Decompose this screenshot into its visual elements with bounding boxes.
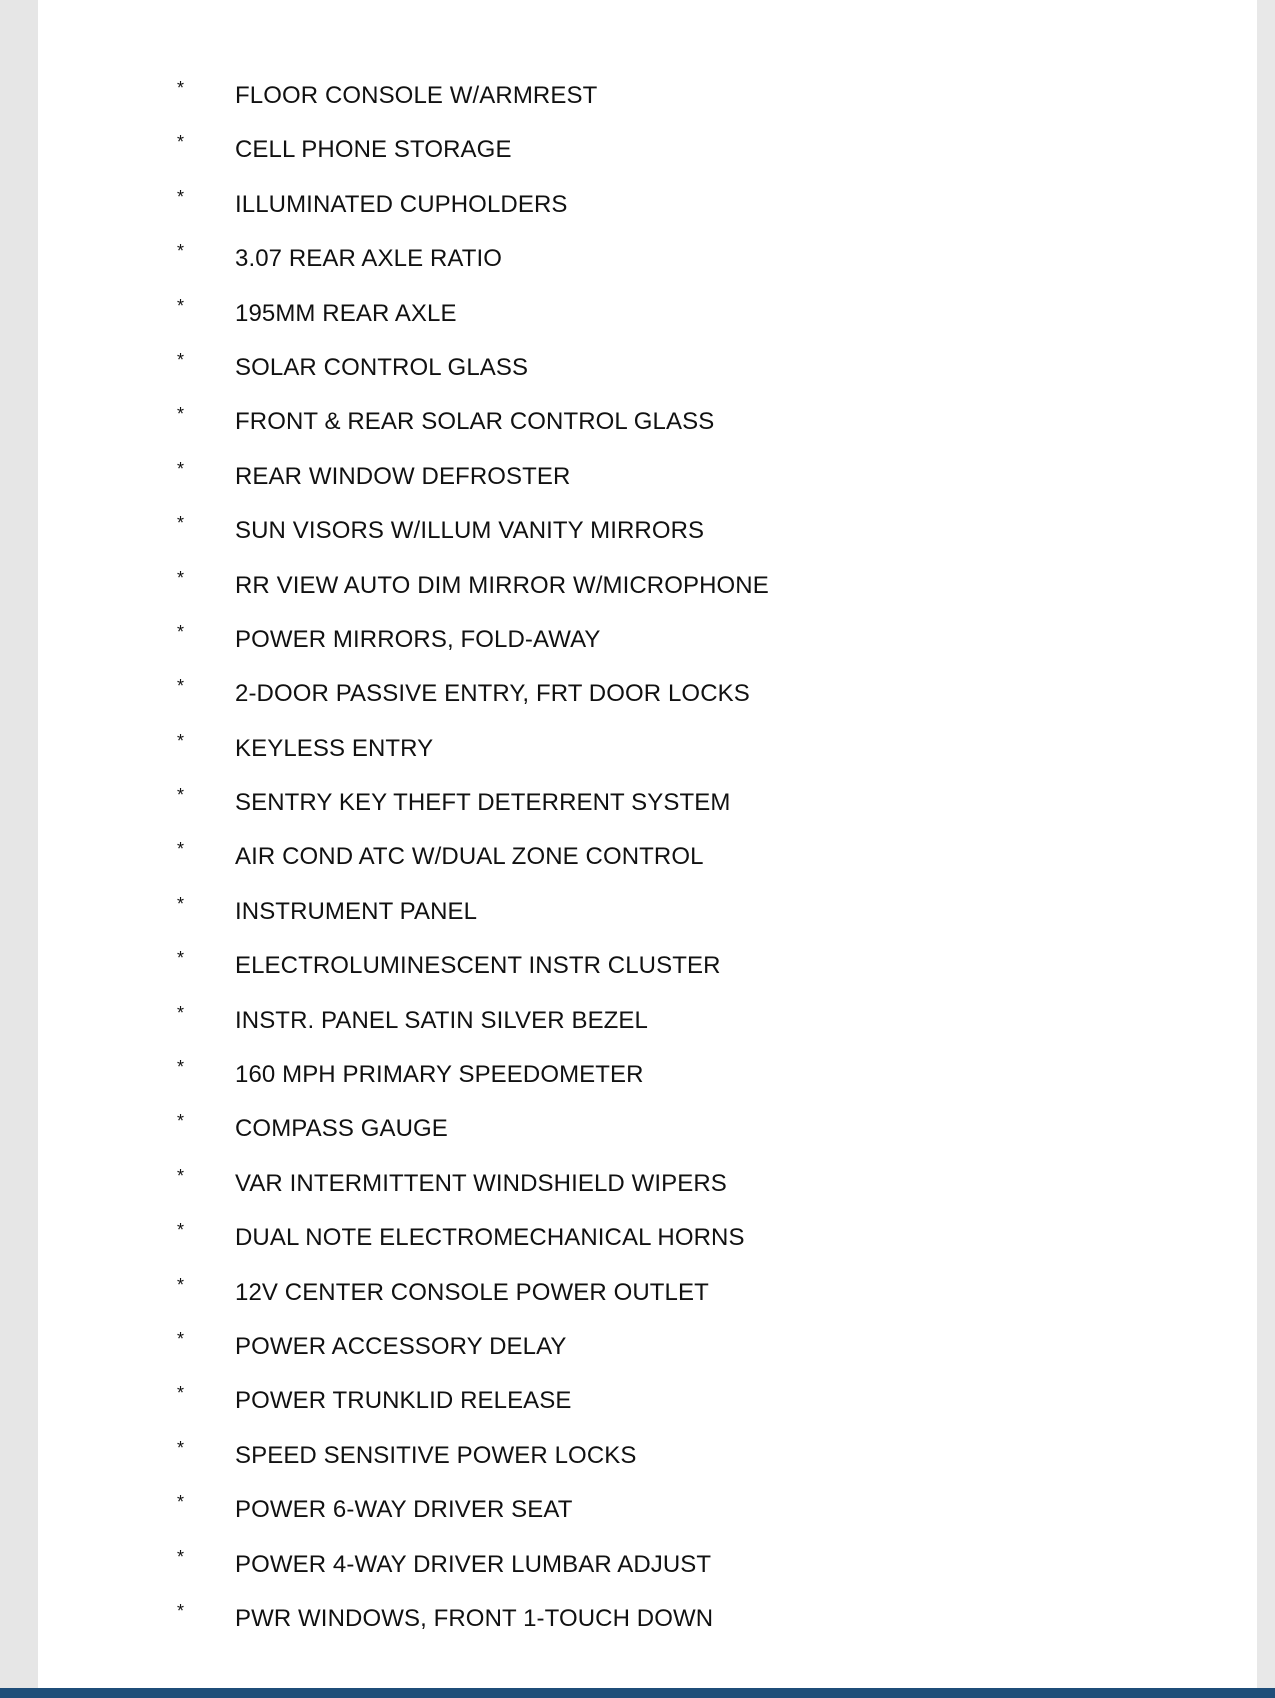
feature-list-item xyxy=(38,775,1138,829)
bullet-marker: * xyxy=(177,458,185,479)
feature-text: 2-DOOR PASSIVE ENTRY, FRT DOOR LOCKS xyxy=(235,680,750,708)
feature-list-item xyxy=(38,938,1138,992)
bullet-marker: * xyxy=(177,676,185,697)
bullet-marker: * xyxy=(177,404,185,425)
feature-list-item xyxy=(38,1101,1138,1155)
feature-text: ILLUMINATED CUPHOLDERS xyxy=(235,190,568,218)
feature-text: REAR WINDOW DEFROSTER xyxy=(235,462,571,490)
feature-text: POWER MIRRORS, FOLD-AWAY xyxy=(235,625,601,653)
bullet-marker: * xyxy=(177,567,185,588)
feature-list-item xyxy=(38,340,1138,394)
document-page xyxy=(38,0,1257,1688)
bullet-marker: * xyxy=(177,1165,185,1186)
bullet-marker: * xyxy=(177,78,185,98)
feature-list-item xyxy=(38,829,1138,883)
feature-text: POWER 6-WAY DRIVER SEAT xyxy=(235,1496,573,1524)
bullet-marker: * xyxy=(177,1600,185,1621)
feature-list-item xyxy=(38,231,1138,285)
bullet-marker: * xyxy=(177,241,185,262)
feature-text: POWER TRUNKLID RELEASE xyxy=(235,1387,572,1415)
bullet-marker: * xyxy=(177,621,185,642)
feature-text: COMPASS GAUGE xyxy=(235,1115,448,1143)
feature-text: POWER ACCESSORY DELAY xyxy=(235,1332,567,1360)
bullet-marker: * xyxy=(177,349,185,370)
bullet-marker: * xyxy=(177,1274,185,1295)
feature-list-item xyxy=(38,1537,1138,1591)
feature-text: CELL PHONE STORAGE xyxy=(235,136,512,164)
bullet-marker: * xyxy=(177,186,185,207)
feature-list-item xyxy=(38,666,1138,720)
right-viewer-margin xyxy=(1257,0,1275,1698)
feature-list-item xyxy=(38,1319,1138,1373)
feature-text: FRONT & REAR SOLAR CONTROL GLASS xyxy=(235,408,715,436)
feature-list-item xyxy=(38,177,1138,231)
feature-list-item xyxy=(38,122,1138,176)
feature-list-item xyxy=(38,1156,1138,1210)
bullet-marker: * xyxy=(177,1111,185,1132)
feature-text: POWER 4-WAY DRIVER LUMBAR ADJUST xyxy=(235,1550,712,1578)
footer-bar xyxy=(0,1688,1275,1698)
feature-text: FLOOR CONSOLE W/ARMREST xyxy=(235,82,598,109)
feature-text: 195MM REAR AXLE xyxy=(235,299,457,327)
bullet-marker: * xyxy=(177,1383,185,1404)
feature-list-item xyxy=(38,558,1138,612)
feature-text: KEYLESS ENTRY xyxy=(235,734,434,762)
bullet-marker: * xyxy=(177,513,185,534)
feature-list-item xyxy=(38,1047,1138,1101)
feature-list-item xyxy=(38,993,1138,1047)
feature-list-item xyxy=(38,1591,1138,1645)
feature-text: SOLAR CONTROL GLASS xyxy=(235,353,529,381)
bullet-marker: * xyxy=(177,893,185,914)
bullet-marker: * xyxy=(177,1437,185,1458)
feature-text: 160 MPH PRIMARY SPEEDOMETER xyxy=(235,1061,644,1089)
feature-list-item xyxy=(38,1265,1138,1319)
bullet-marker: * xyxy=(177,785,185,806)
feature-list-item xyxy=(38,1482,1138,1536)
bullet-marker: * xyxy=(177,948,185,969)
feature-list-item xyxy=(38,1428,1138,1482)
feature-list-item xyxy=(38,503,1138,557)
bullet-marker: * xyxy=(177,839,185,860)
feature-text: AIR COND ATC W/DUAL ZONE CONTROL xyxy=(235,843,704,871)
bullet-marker: * xyxy=(177,1492,185,1513)
feature-list-item xyxy=(38,394,1138,448)
feature-list-item xyxy=(38,286,1138,340)
feature-list-item xyxy=(38,1210,1138,1264)
feature-list xyxy=(38,68,1138,1645)
bullet-marker: * xyxy=(177,1002,185,1023)
feature-list-item xyxy=(38,449,1138,503)
feature-text: DUAL NOTE ELECTROMECHANICAL HORNS xyxy=(235,1224,745,1252)
feature-text: 3.07 REAR AXLE RATIO xyxy=(235,245,502,273)
bullet-marker: * xyxy=(177,1546,185,1567)
feature-text: PWR WINDOWS, FRONT 1-TOUCH DOWN xyxy=(235,1604,714,1632)
feature-text: SENTRY KEY THEFT DETERRENT SYSTEM xyxy=(235,789,731,817)
bullet-marker: * xyxy=(177,1057,185,1078)
feature-text: INSTR. PANEL SATIN SILVER BEZEL xyxy=(235,1006,648,1034)
feature-list-item xyxy=(38,721,1138,775)
bullet-marker: * xyxy=(177,1328,185,1349)
feature-text: ELECTROLUMINESCENT INSTR CLUSTER xyxy=(235,952,721,980)
feature-text: 12V CENTER CONSOLE POWER OUTLET xyxy=(235,1278,709,1306)
bullet-marker: * xyxy=(177,132,185,153)
left-viewer-margin xyxy=(0,0,38,1698)
bullet-marker: * xyxy=(177,295,185,316)
feature-list-item xyxy=(38,1373,1138,1427)
bullet-marker: * xyxy=(177,1220,185,1241)
feature-list-item xyxy=(38,68,1138,122)
feature-text: INSTRUMENT PANEL xyxy=(235,897,478,925)
feature-text: VAR INTERMITTENT WINDSHIELD WIPERS xyxy=(235,1169,727,1197)
bullet-marker: * xyxy=(177,730,185,751)
feature-text: RR VIEW AUTO DIM MIRROR W/MICROPHONE xyxy=(235,571,769,599)
feature-list-item xyxy=(38,612,1138,666)
feature-text: SPEED SENSITIVE POWER LOCKS xyxy=(235,1441,637,1469)
feature-text: SUN VISORS W/ILLUM VANITY MIRRORS xyxy=(235,517,705,545)
feature-list-item xyxy=(38,884,1138,938)
